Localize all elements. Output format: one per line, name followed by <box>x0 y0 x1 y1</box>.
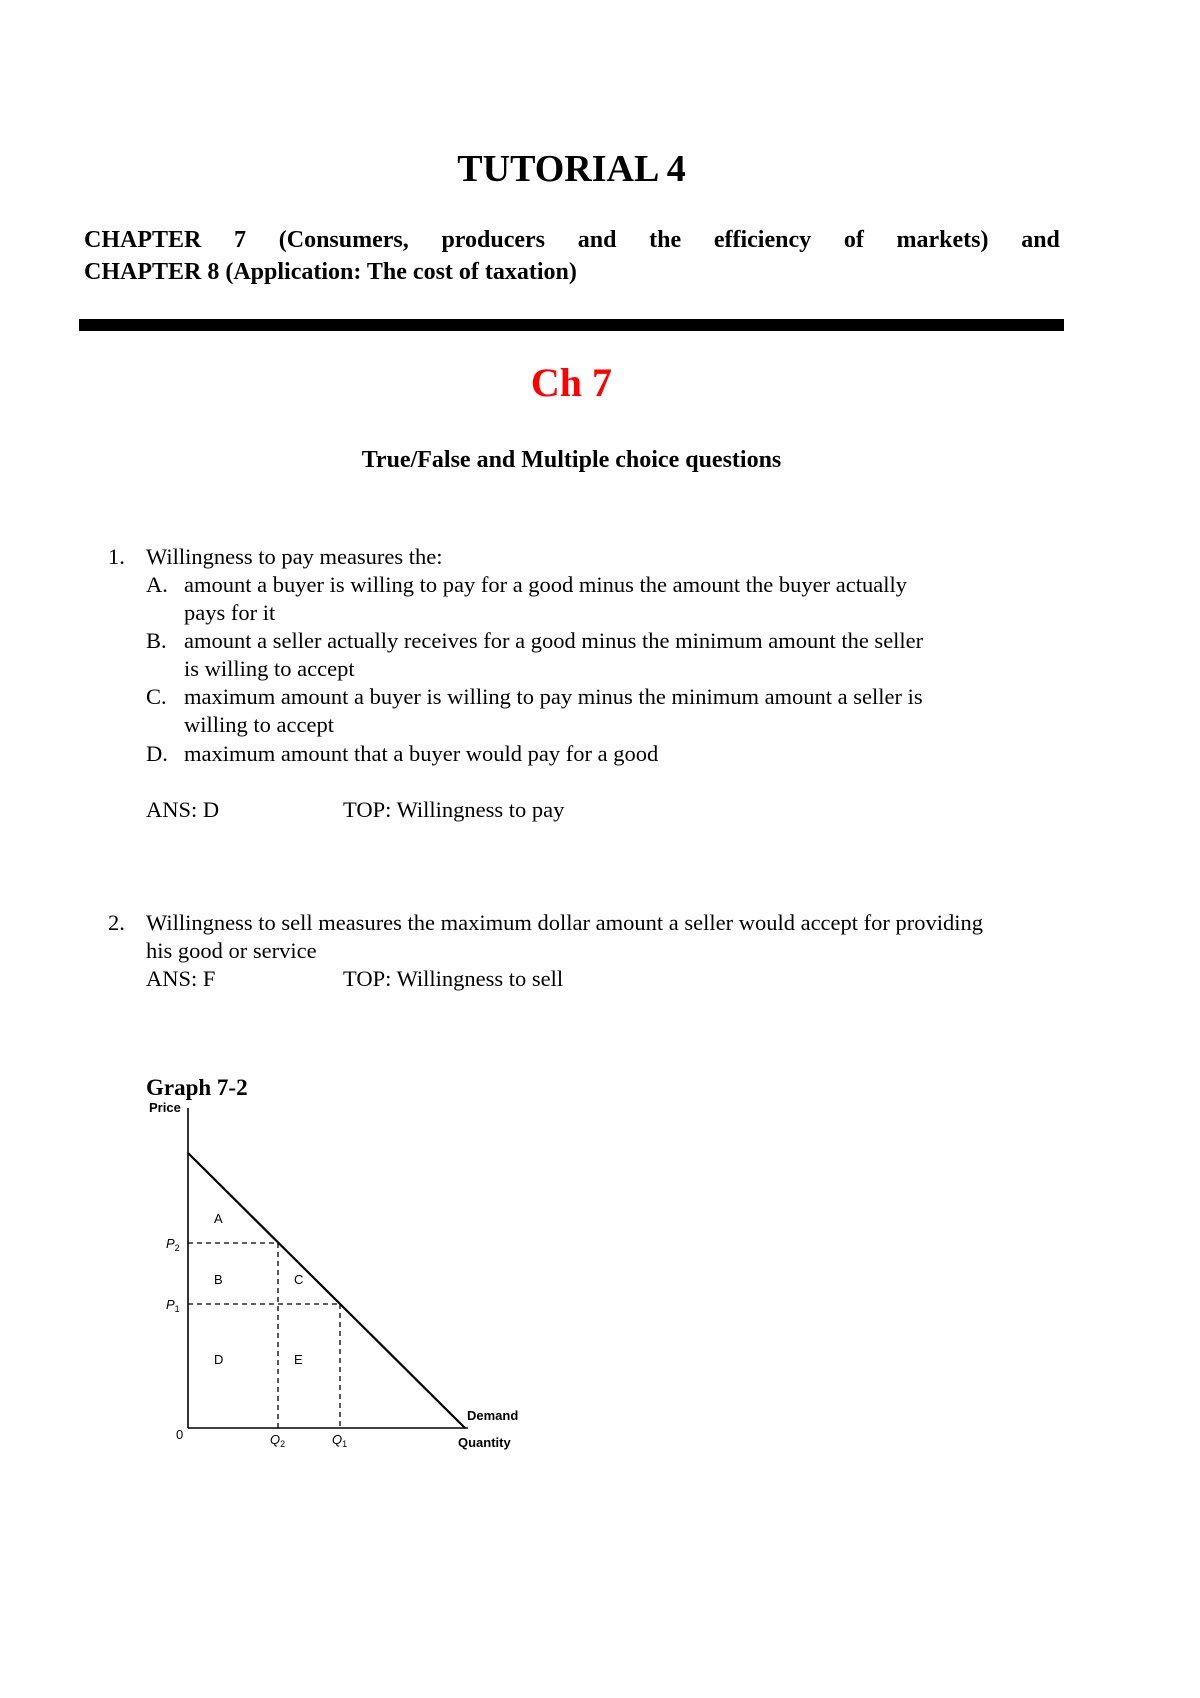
option-text: pays for it <box>184 600 276 625</box>
chapter-line-1 <box>84 224 1060 256</box>
section-heading: True/False and Multiple choice questions <box>361 447 782 473</box>
answer-label: ANS: F <box>146 966 216 991</box>
option-letter: B. <box>146 628 167 653</box>
demand-curve <box>188 1153 465 1428</box>
chapter-word: of <box>843 227 864 253</box>
region-label-e: E <box>294 1352 303 1367</box>
option-text: maximum amount that a buyer would pay for a good <box>184 741 659 766</box>
chapter-word: (Consumers, <box>278 227 409 253</box>
chapter-word: the <box>649 227 682 253</box>
horizontal-rule <box>79 319 1064 331</box>
curve-label: Demand <box>467 1408 519 1423</box>
answer-topic: TOP: Willingness to sell <box>343 966 564 991</box>
chapter-word: and <box>577 227 617 253</box>
chapter-heading: Ch 7 <box>530 360 613 405</box>
demand-graph <box>140 1100 540 1450</box>
chapter-line-2: CHAPTER 8 (Application: The cost of taxation) <box>84 259 577 285</box>
answer-label: ANS: D <box>146 797 220 822</box>
option-letter: D. <box>146 741 168 766</box>
question-stem: Willingness to pay measures the: <box>146 544 443 569</box>
option-text: is willing to accept <box>184 656 355 681</box>
chapter-word: producers <box>441 227 546 253</box>
option-text: maximum amount a buyer is willing to pay minus the minimum amount a seller is <box>184 684 923 709</box>
region-label-b: B <box>214 1272 223 1287</box>
option-text: amount a buyer is willing to pay for a good minus the amount the buyer actually <box>184 572 907 597</box>
quantity-label-q2: $Q_2$ <box>270 1432 286 1449</box>
question-stem: Willingness to sell measures the maximum dollar amount a seller would accept for providing <box>146 910 984 935</box>
question-number: 2. <box>108 910 125 935</box>
option-letter: A. <box>146 572 168 597</box>
chapter-word: 7 <box>234 227 247 253</box>
question-number: 1. <box>108 544 125 569</box>
answer-topic: TOP: Willingness to pay <box>343 797 565 822</box>
chapter-word: CHAPTER <box>84 227 202 253</box>
document-title: TUTORIAL 4 <box>457 148 686 190</box>
region-label-d: D <box>214 1352 224 1367</box>
y-axis-label: Price <box>149 1100 181 1115</box>
x-axis-label: Quantity <box>458 1435 511 1450</box>
option-text: willing to accept <box>184 712 334 737</box>
chapter-word: and <box>1021 227 1060 253</box>
region-label-a: A <box>214 1211 223 1226</box>
quantity-label-q1: $Q_1$ <box>332 1432 348 1449</box>
origin-label: 0 <box>176 1427 184 1442</box>
option-letter: C. <box>146 684 167 709</box>
option-text: amount a seller actually receives for a good minus the minimum amount the seller <box>184 628 924 653</box>
chapter-word: markets) <box>896 227 989 253</box>
price-label-p2: $P_2$ <box>166 1236 180 1253</box>
region-label-c: C <box>294 1272 304 1287</box>
graph-title: Graph 7-2 <box>146 1075 248 1100</box>
price-label-p1: $P_1$ <box>166 1297 180 1314</box>
question-stem: his good or service <box>146 938 317 963</box>
chapter-word: efficiency <box>713 227 812 253</box>
